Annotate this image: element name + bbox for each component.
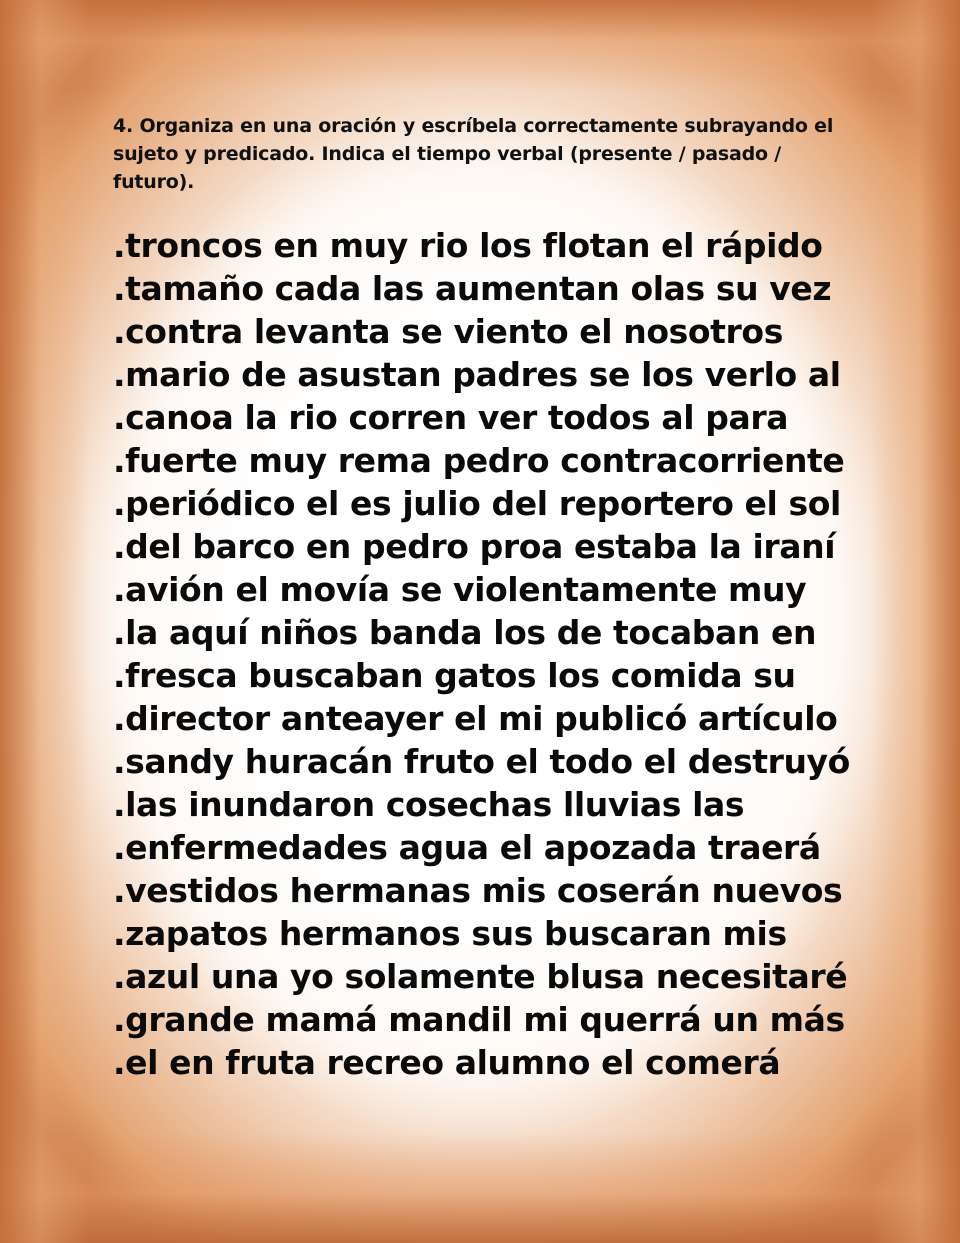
scrambled-sentence: .periódico el es julio del reportero el sol — [113, 484, 841, 523]
parchment-edge-right — [870, 0, 960, 1243]
parchment-edge-bottom — [0, 1133, 960, 1243]
scrambled-sentence: .sandy huracán fruto el todo el destruyó — [113, 742, 850, 781]
scrambled-sentence: .el en fruta recreo alumno el comerá — [113, 1043, 781, 1082]
exercise-instructions: 4. Organiza en una oración y escríbela correctamente subrayando el sujeto y predicado. Indica el tiempo verbal (presente / pasado / futuro). — [113, 115, 834, 193]
parchment-edge-top — [0, 0, 960, 90]
scrambled-sentence-list — [113, 224, 853, 1084]
worksheet — [113, 112, 853, 1084]
scrambled-sentence: .fresca buscaban gatos los comida su — [113, 656, 796, 695]
parchment-edge-left — [0, 0, 90, 1243]
scrambled-sentence: .avión el movía se violentamente muy — [113, 570, 807, 609]
scrambled-sentence: .azul una yo solamente blusa necesitaré — [113, 957, 848, 996]
scrambled-sentence: .la aquí niños banda los de tocaban en — [113, 613, 817, 652]
scrambled-sentence: .tamaño cada las aumentan olas su vez — [113, 269, 832, 308]
scrambled-sentence: .grande mamá mandil mi querrá un más — [113, 1000, 845, 1039]
scrambled-sentence: .troncos en muy rio los flotan el rápido — [113, 226, 823, 265]
scrambled-sentence: .mario de asustan padres se los verlo al — [113, 355, 841, 394]
scrambled-sentence: .zapatos hermanos sus buscaran mis — [113, 914, 787, 953]
scrambled-sentence: .vestidos hermanas mis coserán nuevos — [113, 871, 843, 910]
scrambled-sentence: .contra levanta se viento el nosotros — [113, 312, 783, 351]
scrambled-sentence: .canoa la rio corren ver todos al para — [113, 398, 789, 437]
scrambled-sentence: .del barco en pedro proa estaba la iraní — [113, 527, 836, 566]
scrambled-sentence: .fuerte muy rema pedro contracorriente — [113, 441, 845, 480]
scrambled-sentence: .las inundaron cosechas lluvias las — [113, 785, 745, 824]
scrambled-sentence: .director anteayer el mi publicó artículo — [113, 699, 838, 738]
scrambled-sentence: .enfermedades agua el apozada traerá — [113, 828, 821, 867]
